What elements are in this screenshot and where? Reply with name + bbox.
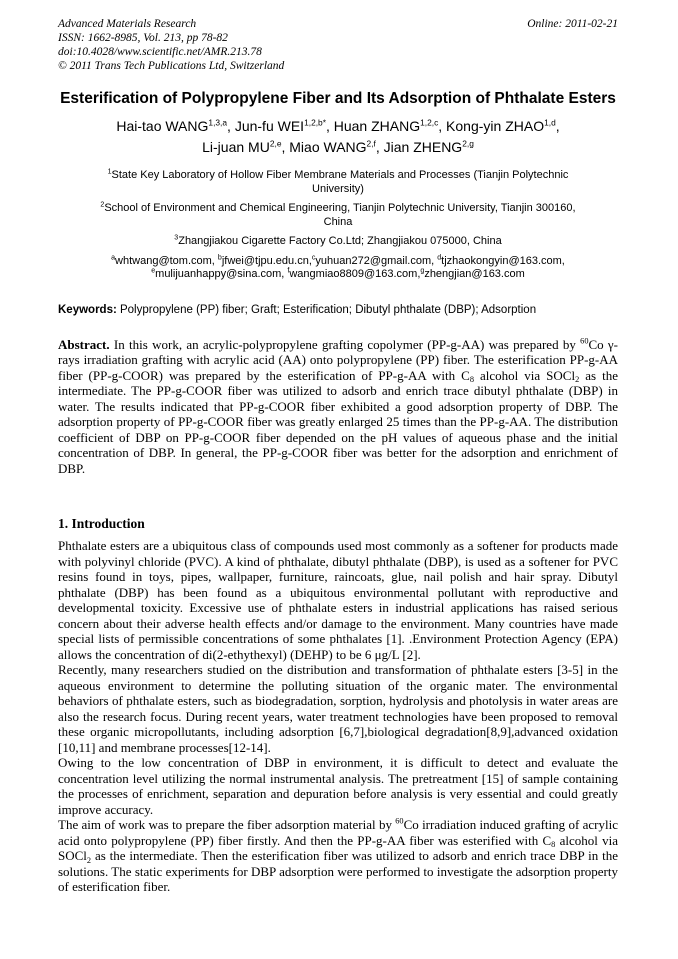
doi-line: doi:10.4028/www.scientific.net/AMR.213.78	[58, 46, 262, 58]
section-heading-introduction: 1. Introduction	[58, 516, 145, 531]
affiliation-line: $^2$School of Environment and Chemical Engineering, Tianjin Polytechnic University, Tianjin 300160,	[100, 201, 576, 214]
affiliation-line: $^1$State Key Laboratory of Hollow Fiber Membrane Materials and Processes (Tianjin Polytechnic	[107, 168, 569, 181]
authors-line-1: Hai-tao WANG$^{1,3,a}$, Jun-fu $WEI^{1,2,b*}$, Huan ZHANG$^{1,2,c}$, Kong-yin ZHAO$^{1,d}$,	[116, 117, 560, 134]
intro-paragraph-1: Phthalate esters are a ubiquitous class of compounds used most commonly as a softener for products made with polyvinyl chloride (PVC). A kind of phthalate, dibutyl phthalate (DBP), is used as a softener for PVC resins found in toys, pipes, wallpaper, furniture, raincoats, glue, nail polish and hair spray. Dibutyl phthalate (DBP) has been found as a ubiquitous environmental pollutant with reproductive and developmental toxicity. Excessive use of phthalate esters in industrial applications has raised serious concern about their adverse health effects and/or damage to the environment. Many countries have made special lists of permissible concentrations of some phthalates [1]. .Environment Protection Agency (EPA) allows the concentration of di(2-ethythexyl) (DEHP) to be 6 μg/L [2].	[58, 538, 618, 662]
journal-header	[58, 17, 618, 73]
affiliations	[58, 169, 618, 282]
author-emails	[58, 255, 618, 282]
emails-line-2: $^e$mulijuanhappy@sina.com, $^f$wangmiao8809@163.com,$^g$zhengjian@163.com	[151, 267, 525, 280]
affiliation-line: China	[323, 215, 353, 228]
online-date: Online: 2011-02-21	[527, 18, 618, 30]
abstract: Abstract. In this work, an acrylic-polypropylene grafting copolymer (PP-g-AA) was prepared by $^{60}$Co γ-rays irradiation grafting with acrylic acid (AA) onto polypropylene (PP) fiber. The esterification PP-g-AA fiber (PP-g-COOR) was prepared by the esterification of PP-g-AA with $C_8$ alcohol via SOCl$_2$ as the intermediate. The PP-g-COOR fiber was utilized to adsorb and enrich trace dibutyl phthalate (DBP) in water. The results indicated that PP-g-COOR fiber exhibited a good adsorption property of DBP. The adsorption property of PP-g-COOR fiber was greatly enlarged 25 times than the PP-g-AA. The distribution coefficient of DBP on PP-g-COOR fiber depended on the pH values of aqueous phase and the initial concentration of DBP. In general, the PP-g-COOR fiber was better for the adsorption and enrichment of DBP.	[58, 336, 618, 476]
intro-paragraph-4: The aim of work was to prepare the fiber adsorption material by $^{60}$Co irradiation induced grafting of acrylic acid onto polypropylene (PP) fiber firstly. And then the PP-g-AA fiber was esterified with $C_8$ alcohol via SOCl$_2$ as the intermediate. Then the esterification fiber was utilized to adsorb and enrich trace DBP in the solutions. The static experiments for DBP adsorption were performed to investigate the adsorption property of esterification fiber.	[58, 816, 618, 894]
intro-paragraph-3: Owing to the low concentration of DBP in environment, it is difficult to detect and evaluate the concentration level utilizing the normal instrumental analysis. The pretreatment [15] of sample containing the processes of enrichment, separation and depuration before analysis is very essential and could greatly improve accuracy.	[58, 755, 618, 817]
journal-name: Advanced Materials Research	[58, 18, 197, 30]
keywords-line: Keywords: Polypropylene (PP) fiber; Graft; Esterification; Dibutyl phthalate (DBP); Adsorption	[58, 303, 537, 316]
affiliation-line: $^3$Zhangjiakou Cigarette Factory Co.Ltd; Zhangjiakou 075000, China	[174, 234, 502, 247]
affiliation-3	[58, 235, 618, 249]
affiliation-2	[58, 202, 618, 229]
affiliation-1	[58, 169, 618, 196]
affiliation-line: University)	[312, 182, 364, 195]
authors-line-2: Li-juan MU$^{2,e}$, Miao WANG$^{2,f}$, Jian ZHENG$^{2,g}$	[202, 138, 474, 155]
copyright-line: © 2011 Trans Tech Publications Ltd, Switzerland	[58, 60, 285, 72]
intro-paragraph-2: Recently, many researchers studied on the distribution and transformation of phthalate esters [3-5] in the aqueous environment to determine the polluting situation of the organic mater. The environmental behaviors of phthalate esters, such as biodegradation, sorption, hydrolysis and photolysis in water areas are also the research focus. During recent years, water treatment technologies have been proposed to removal these organic micropollutants, including adsorption [6,7],biological degradation[8,9],advanced oxidation [10,11] and membrane processes[12-14].	[58, 662, 618, 755]
emails-line-1: $^a$whtwang@tom.com, $^b$jfwei@tjpu.edu.cn,$^c$yuhuan272@gmail.com, $^d$tjzhaokongyin@163.com,	[111, 253, 565, 267]
journal-header-row	[58, 17, 618, 31]
issn-line: ISSN: 1662-8985, Vol. 213, pp 78-82	[58, 32, 228, 44]
paper-title: Esterification of Polypropylene Fiber and Its Adsorption of Phthalate Esters	[60, 90, 616, 107]
author-list	[58, 116, 618, 158]
